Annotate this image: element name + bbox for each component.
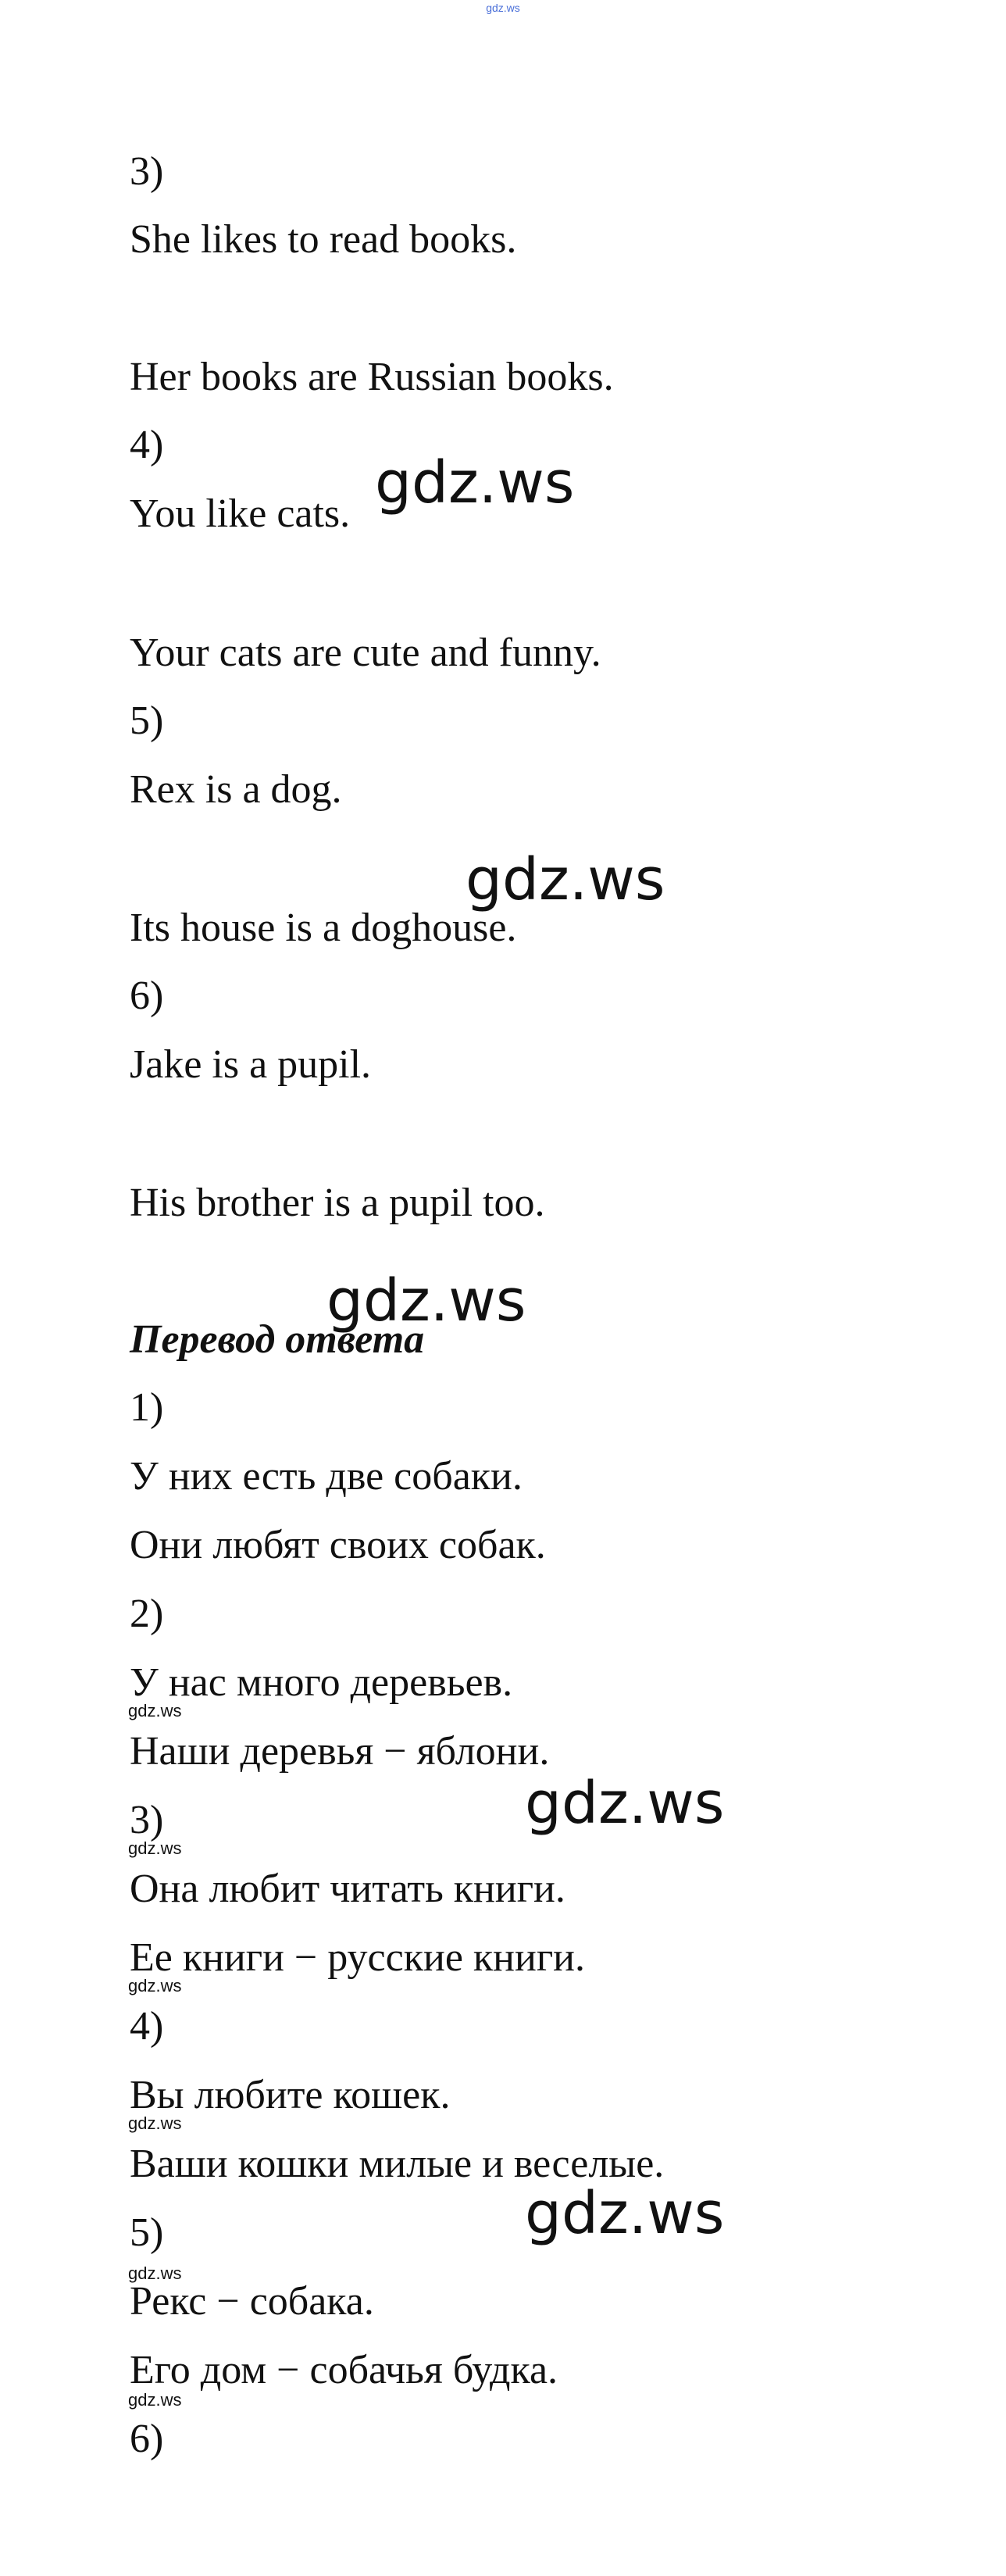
item-number: 6) — [130, 974, 164, 1018]
watermark-small: gdz.ws — [128, 1701, 182, 1720]
answer-line: She likes to read books. — [130, 217, 517, 262]
item-number: 5) — [130, 2210, 164, 2255]
item-number: 6) — [130, 2417, 164, 2461]
answer-line: Jake is a pupil. — [130, 1042, 372, 1087]
translation-heading: Перевод ответа — [130, 1317, 425, 1362]
translation-line: У них есть две собаки. — [130, 1454, 523, 1499]
translation-line: У нас много деревьев. — [130, 1660, 513, 1705]
item-number: 3) — [130, 1798, 164, 1842]
watermark-small: gdz.ws — [128, 2113, 182, 2133]
translation-line: Она любит читать книги. — [130, 1867, 565, 1911]
item-number: 2) — [130, 1592, 164, 1636]
answer-line: Its house is a doghouse. — [130, 906, 517, 950]
answer-line: Your cats are cute and funny. — [130, 631, 601, 675]
item-number: 4) — [130, 423, 164, 467]
translation-line: Они любят своих собак. — [130, 1523, 546, 1567]
translation-line: Ее книги − русские книги. — [130, 1935, 585, 1980]
item-number: 5) — [130, 698, 164, 743]
watermark-large: gdz.ws — [375, 449, 575, 516]
watermark-large: gdz.ws — [466, 846, 665, 913]
answer-line: Her books are Russian books. — [130, 355, 614, 399]
watermark-small: gdz.ws — [128, 2263, 182, 2283]
item-number: 1) — [130, 1385, 164, 1430]
watermark-large: gdz.ws — [326, 1267, 526, 1334]
answer-line: Rex is a dog. — [130, 767, 342, 812]
watermark-top: gdz.ws — [486, 2, 520, 14]
translation-line: Рекс − собака. — [130, 2279, 374, 2324]
item-number: 3) — [130, 149, 164, 194]
watermark-small: gdz.ws — [128, 1838, 182, 1858]
answer-line: His brother is a pupil too. — [130, 1181, 545, 1225]
watermark-small: gdz.ws — [128, 2390, 182, 2410]
translation-line: Ваши кошки милые и веселые. — [130, 2142, 665, 2186]
watermark-large: gdz.ws — [525, 1770, 725, 1837]
watermark-small: gdz.ws — [128, 1976, 182, 1995]
item-number: 4) — [130, 2004, 164, 2049]
translation-line: Наши деревья − яблони. — [130, 1729, 550, 1774]
answer-line: You like cats. — [130, 491, 351, 536]
watermark-large: gdz.ws — [525, 2180, 725, 2247]
translation-line: Вы любите кошек. — [130, 2073, 451, 2117]
translation-line: Его дом − собачья будка. — [130, 2348, 558, 2392]
